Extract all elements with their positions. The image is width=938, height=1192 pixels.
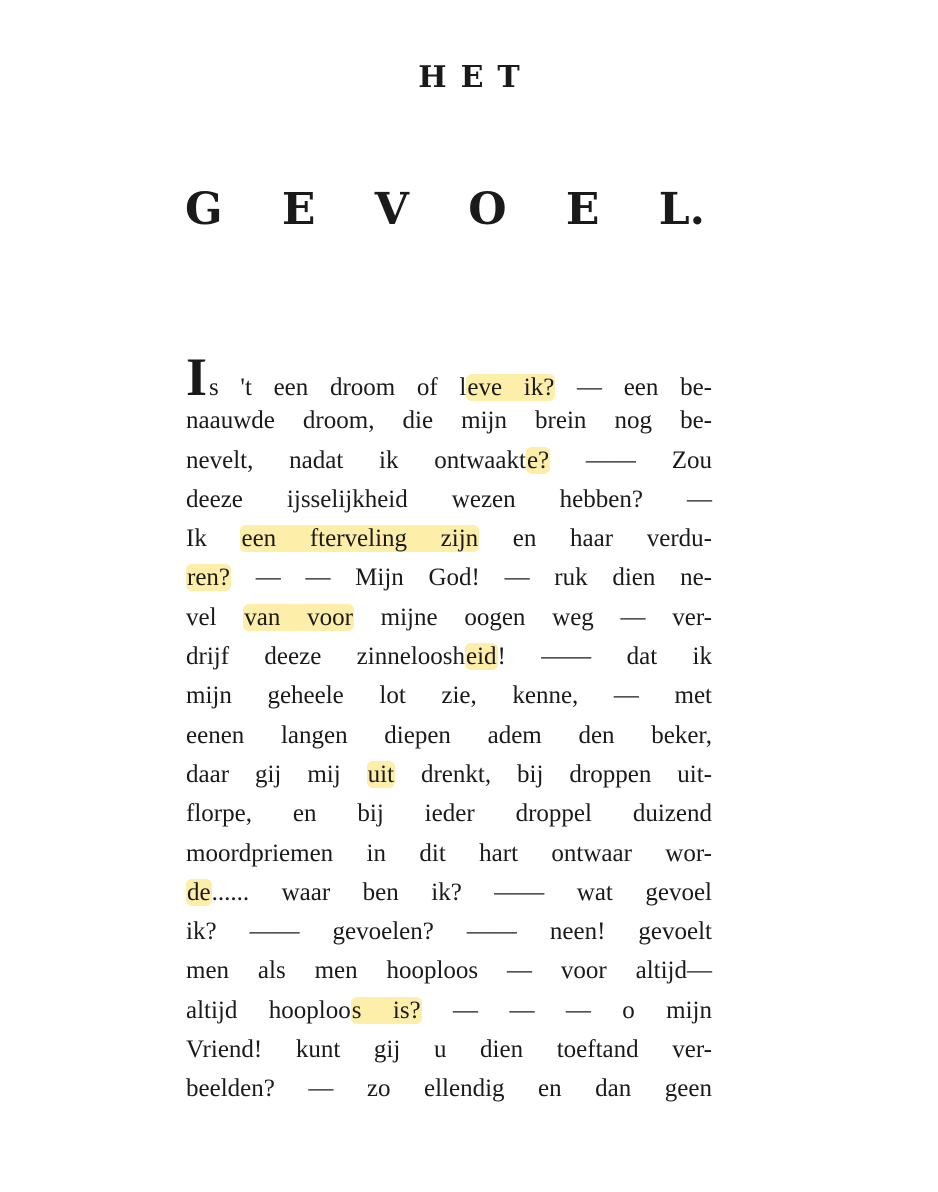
text-segment: drijf deeze zinneloosh	[186, 643, 465, 671]
title-letter: O	[468, 184, 507, 235]
text-segment: deeze ijsselijkheid wezen hebben? —	[186, 485, 712, 513]
text-segment: en haar verdu-	[479, 525, 712, 553]
heading-gevoel	[185, 184, 705, 235]
text-segment: altijd hooploo	[186, 996, 351, 1024]
text-segment: drenkt, bij droppen uit-	[395, 760, 712, 788]
text-segment: daar gij mij	[186, 760, 367, 788]
highlighted-text: een fterveling zijn	[241, 525, 479, 553]
title-letter: E	[565, 184, 600, 235]
text-segment: ! —— dat ik	[497, 643, 712, 671]
text-line	[186, 598, 712, 637]
text-line	[186, 480, 712, 519]
highlighted-text: e?	[526, 446, 550, 474]
text-segment: naauwde droom, die mijn brein nog be-	[186, 407, 712, 435]
text-segment: men als men hooploos — voor altijd—	[186, 957, 712, 985]
highlighted-text: eid	[466, 643, 497, 671]
text-segment: mijn geheele lot zie, kenne, — met	[186, 682, 712, 710]
text-line	[186, 441, 712, 480]
text-segment: Ik	[186, 525, 241, 553]
text-segment: nevelt, nadat ik ontwaakt	[186, 446, 526, 474]
text-segment: vel	[186, 603, 244, 631]
body-text	[186, 347, 713, 1109]
text-segment: moordpriemen in dit hart ontwaar wor-	[186, 839, 712, 867]
text-line	[186, 991, 712, 1030]
drop-cap: I	[186, 347, 208, 407]
text-line	[186, 347, 713, 407]
text-line	[186, 1030, 712, 1069]
text-line	[186, 794, 712, 833]
title-letter: E	[281, 184, 316, 235]
text-segment: florpe, en bij ieder droppel duizend	[186, 800, 712, 828]
text-segment: eenen langen diepen adem den beker,	[186, 721, 712, 749]
text-segment: — een be-	[555, 374, 713, 401]
text-segment: — — Mijn God! — ruk dien ne-	[231, 564, 712, 592]
text-line	[186, 912, 712, 951]
highlighted-text: uit	[367, 760, 395, 788]
text-line	[186, 401, 712, 440]
highlighted-text: de	[187, 878, 211, 906]
text-segment: mijne oogen weg — ver-	[353, 603, 713, 631]
text-line	[186, 519, 712, 558]
highlighted-text: s is?	[351, 996, 421, 1024]
text-segment: — — — o mijn	[421, 996, 712, 1024]
text-line	[186, 1069, 712, 1108]
text-line	[186, 834, 712, 873]
highlighted-text: ren?	[187, 564, 231, 592]
text-segment: s 't een droom of l	[209, 374, 467, 401]
highlighted-text: van voor	[244, 603, 353, 631]
text-segment: ...... waar ben ik? —— wat gevoel	[211, 878, 712, 906]
highlighted-text: eve ik?	[467, 374, 555, 401]
heading-het: HET	[418, 60, 534, 95]
title-letter: L.	[658, 184, 705, 235]
title-letter: V	[374, 184, 409, 235]
text-segment: —— Zou	[550, 446, 712, 474]
text-line	[186, 951, 712, 990]
text-line	[186, 637, 712, 676]
title-letter: G	[185, 184, 223, 235]
text-line	[186, 558, 712, 597]
text-line	[186, 716, 712, 755]
text-line	[186, 873, 712, 912]
text-line	[186, 676, 712, 715]
text-segment: beelden? — zo ellendig en dan geen	[186, 1075, 712, 1103]
text-segment: ik? —— gevoelen? —— neen! gevoelt	[186, 918, 712, 946]
text-line	[186, 755, 712, 794]
text-segment: Vriend! kunt gij u dien toeftand ver-	[186, 1036, 712, 1064]
